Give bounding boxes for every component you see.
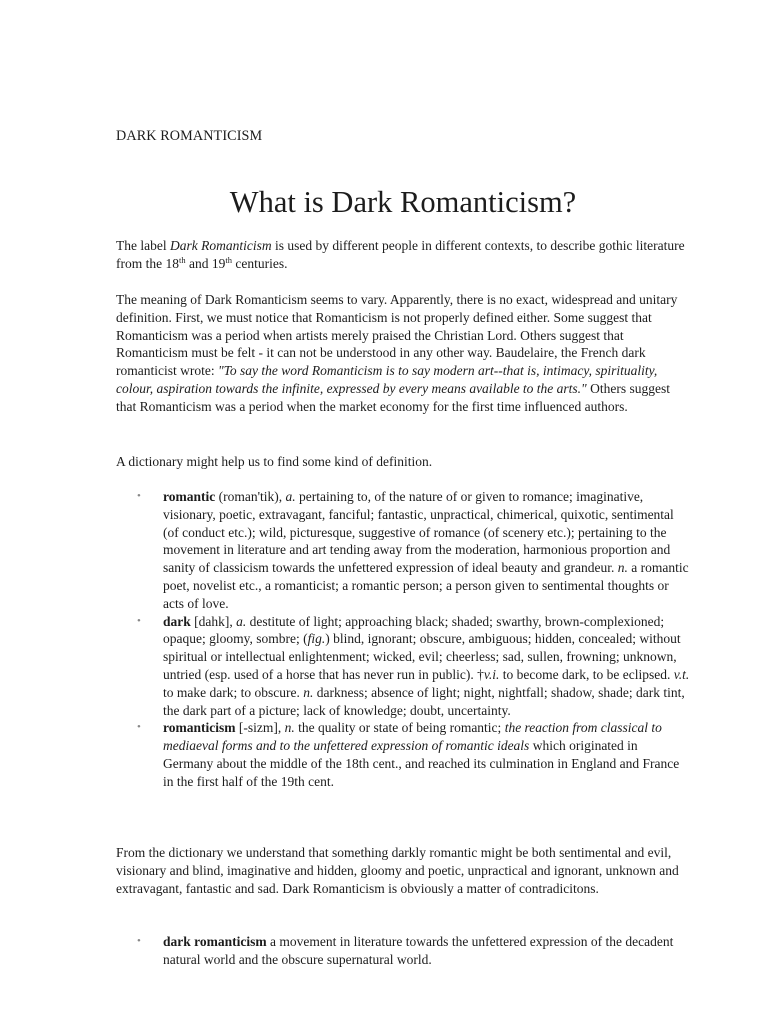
intro-text: centuries. xyxy=(232,255,288,271)
definition-term: dark xyxy=(163,613,191,629)
meaning-text: The meaning of Dark Romanticism seems to vary. Apparently, there is no exact, widespread and unitary definition. First, we must notice that Romanticism is not properly defined either. Some suggest that Romanticism was a period when artists merely praised the Christian Lord. Others suggest that Romanticism must be felt - it can not be understood in any other way. Baudelaire, the French dark romanticist wrote: xyxy=(116,292,678,379)
definition-text: which originated in Germany about the middle of the 18th cent., and reached its culmination in England and France in the first half of the 19th cent. xyxy=(163,738,680,789)
definition-text: destitute of light; approaching black; shaded; swarthy, brown-complexioned; opaque; gloomy, sombre; ( xyxy=(163,613,665,647)
definition-list-dark-romanticism xyxy=(116,933,690,969)
definition-emphasis: the reaction from classical to mediaeval forms and to the unfettered expression of romantic ideals xyxy=(163,720,662,754)
definition-item-dark-romanticism xyxy=(116,933,690,969)
page-title: What is Dark Romanticism? xyxy=(229,185,577,219)
definition-text: a romantic poet, novelist etc., a romanticist; a romantic person; a person given to sentimental thoughts or acts of love. xyxy=(163,560,689,611)
definition-text: darkness; absence of light; night, nightfall; shadow, shade; dark tint, the dark part of a picture; lack of knowledge; doubt, uncertainty. xyxy=(163,684,685,718)
definition-item-romantic xyxy=(116,488,690,613)
definition-text: pertaining to, of the nature of or given to romance; imaginative, visionary, poetic, extravagant, fanciful; fantastic, unpractical, chimerical, quixotic, sentimental (of conduct etc.); wild, picturesque, suggestive of romance (of scenery etc.); pertaining to the movement in literature and art tending away from the moderation, harmonious proportion and sanity of classicism towards the unfettered expression of ideal beauty and grandeur. xyxy=(163,489,674,576)
definition-text: a movement in literature towards the unfettered expression of the decadent natural world and the obscure supernatural world. xyxy=(163,934,674,967)
superscript: th xyxy=(225,254,232,265)
meaning-paragraph xyxy=(116,291,690,416)
definition-text: the quality or state of being romantic; xyxy=(294,720,505,736)
bullet-icon: • xyxy=(137,935,141,947)
definition-text: (roman'tik), xyxy=(215,489,286,504)
intro-emphasis: Dark Romanticism xyxy=(169,238,272,253)
definition-text: to make dark; to obscure. xyxy=(163,684,304,700)
definition-abbrev: fig. xyxy=(307,631,326,647)
definition-item-dark xyxy=(116,613,690,720)
definition-term: romanticism xyxy=(163,720,236,736)
definition-item-romanticism xyxy=(116,719,690,790)
intro-text: The label xyxy=(116,238,170,253)
definition-abbrev: n. xyxy=(284,720,295,736)
meaning-text: Others suggest that Romanticism was a period when the market economy for the first time influenced authors. xyxy=(116,380,670,414)
definition-abbrev: n. xyxy=(617,560,628,576)
intro-paragraph xyxy=(116,237,690,273)
baudelaire-quote: "To say the word Romanticism is to say modern art--that is, intimacy, spirituality, colour, aspiration towards the infinite, expressed by every means available to the arts." xyxy=(116,363,658,396)
definition-term: romantic xyxy=(163,489,216,504)
definition-abbrev: a. xyxy=(236,613,247,629)
superscript: th xyxy=(179,254,186,265)
intro-text: and 19 xyxy=(185,255,226,271)
bullet-icon: • xyxy=(137,614,141,627)
intro-text: is used by different people in different contexts, to describe gothic literature from the 18 xyxy=(116,238,685,271)
definition-text: to become dark, to be eclipsed. xyxy=(499,666,674,682)
definition-abbrev: a. xyxy=(285,489,296,504)
definition-abbrev: v.i. xyxy=(483,666,500,682)
definition-term: dark romanticism xyxy=(163,934,267,949)
conclusion-paragraph: From the dictionary we understand that something darkly romantic might be both sentimental and evil, visionary and blind, imaginative and hidden, gloomy and poetic, unpractical and ignorant, unknown and extravagant, fantastic and sad. Dark Romanticism is obviously a matter of contradicitons. xyxy=(116,845,679,896)
definition-text: [dahk], xyxy=(190,613,237,629)
definition-abbrev: n. xyxy=(303,684,314,700)
bullet-icon: • xyxy=(137,721,141,734)
definition-list xyxy=(116,488,690,791)
dictionary-intro-paragraph: A dictionary might help us to find some kind of definition. xyxy=(116,454,433,469)
bullet-icon: • xyxy=(137,490,141,502)
definition-abbrev: v.t. xyxy=(673,666,690,682)
document-header: DARK ROMANTICISM xyxy=(116,128,263,144)
definition-text: [-sizm], xyxy=(235,720,285,736)
definition-text: ) blind, ignorant; obscure, ambiguous; hidden, concealed; without spiritual or intellectual enlightenment; wicked, evil; cheerless; sad, sullen, frowning; unknown, untried (esp. used of a horse that has never run in public). † xyxy=(163,631,681,682)
